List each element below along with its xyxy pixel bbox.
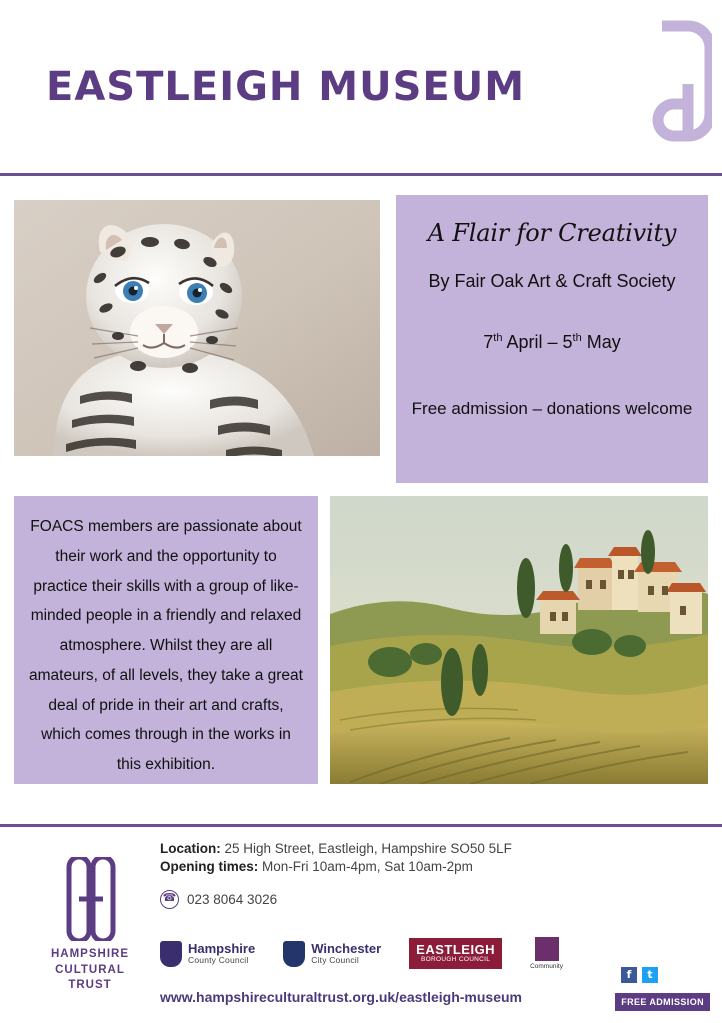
partner-logo-winchester xyxy=(283,941,381,967)
partner-logo-hampshire xyxy=(160,941,255,967)
date-start-suffix: th xyxy=(493,332,503,344)
hct-logo-line2: CULTURAL xyxy=(55,963,125,976)
partner-logos xyxy=(160,937,563,970)
poster-footer xyxy=(0,824,722,1023)
partner-winchester-line2: City Council xyxy=(311,954,359,965)
description-card: FOACS members are passionate about their work and the opportunity to practice their skills with a group of like-minded people in a friendly and relaxed atmosphere. Whilst they are all amateurs, of all levels, they take a great deal of pride in their art and crafts, which comes through in the works in this exhibition. xyxy=(14,496,318,784)
partner-hampshire-line1: Hampshire xyxy=(188,941,256,957)
facebook-icon[interactable]: f xyxy=(621,967,637,983)
exhibition-by-line: By Fair Oak Art & Craft Society xyxy=(428,271,676,291)
partner-community-line1: Community xyxy=(530,963,563,970)
poster-body xyxy=(0,176,722,796)
website-link[interactable]: www.hampshireculturaltrust.org.uk/eastleigh-museum xyxy=(160,989,522,1005)
tuscan-landscape-painting-image xyxy=(330,496,708,784)
location-label: Location: xyxy=(160,841,221,856)
poster-header xyxy=(0,0,722,176)
snow-leopard-cub-image xyxy=(14,200,380,456)
page-title: EASTLEIGH MUSEUM xyxy=(46,64,526,110)
row-bottom xyxy=(0,496,722,796)
partner-hampshire-line2: County Council xyxy=(188,954,249,965)
date-middle: April – 5 xyxy=(502,332,573,352)
date-end-month: May xyxy=(581,332,621,352)
date-end-suffix: th xyxy=(572,332,582,344)
partner-logo-eastleigh xyxy=(409,938,502,968)
partner-logo-community xyxy=(530,937,563,970)
exhibition-dates xyxy=(410,332,694,353)
location-line xyxy=(160,841,705,856)
social-links xyxy=(621,967,658,983)
hampshire-crest-icon xyxy=(160,941,182,967)
exhibition-info-card xyxy=(396,195,708,483)
phone-number: 023 8064 3026 xyxy=(187,892,278,907)
partner-eastleigh-line1: EASTLEIGH xyxy=(416,942,496,958)
free-admission-badge: FREE ADMISSION xyxy=(615,993,710,1011)
exhibition-title: A Flair for Creativity xyxy=(427,219,677,247)
hct-logo-line3: TRUST xyxy=(68,979,112,992)
community-icon xyxy=(535,937,559,961)
opening-times-value: Mon-Fri 10am-4pm, Sat 10am-2pm xyxy=(258,859,473,874)
twitter-icon[interactable]: t xyxy=(642,967,658,983)
hct-logo-text xyxy=(36,947,144,994)
hampshire-cultural-trust-logo xyxy=(36,857,144,994)
winchester-crest-icon xyxy=(283,941,305,967)
date-start-day: 7 xyxy=(483,332,494,352)
location-value: 25 High Street, Eastleigh, Hampshire SO50 5LF xyxy=(220,841,512,856)
hct-logo-line1: HAMPSHIRE xyxy=(50,948,129,960)
opening-times-label: Opening times: xyxy=(160,859,259,874)
partner-eastleigh-line2: BOROUGH COUNCIL xyxy=(421,955,491,963)
row-top xyxy=(0,176,722,496)
admission-note: Free admission – donations welcome xyxy=(411,399,693,418)
hampshire-cultural-trust-mark-icon xyxy=(592,18,712,158)
partner-winchester-line1: Winchester xyxy=(311,941,382,957)
contact-details xyxy=(160,841,705,909)
opening-times-line xyxy=(160,859,705,874)
phone-line xyxy=(160,890,705,909)
telephone-icon: ☎ xyxy=(160,890,179,909)
hct-h-icon xyxy=(51,857,129,941)
